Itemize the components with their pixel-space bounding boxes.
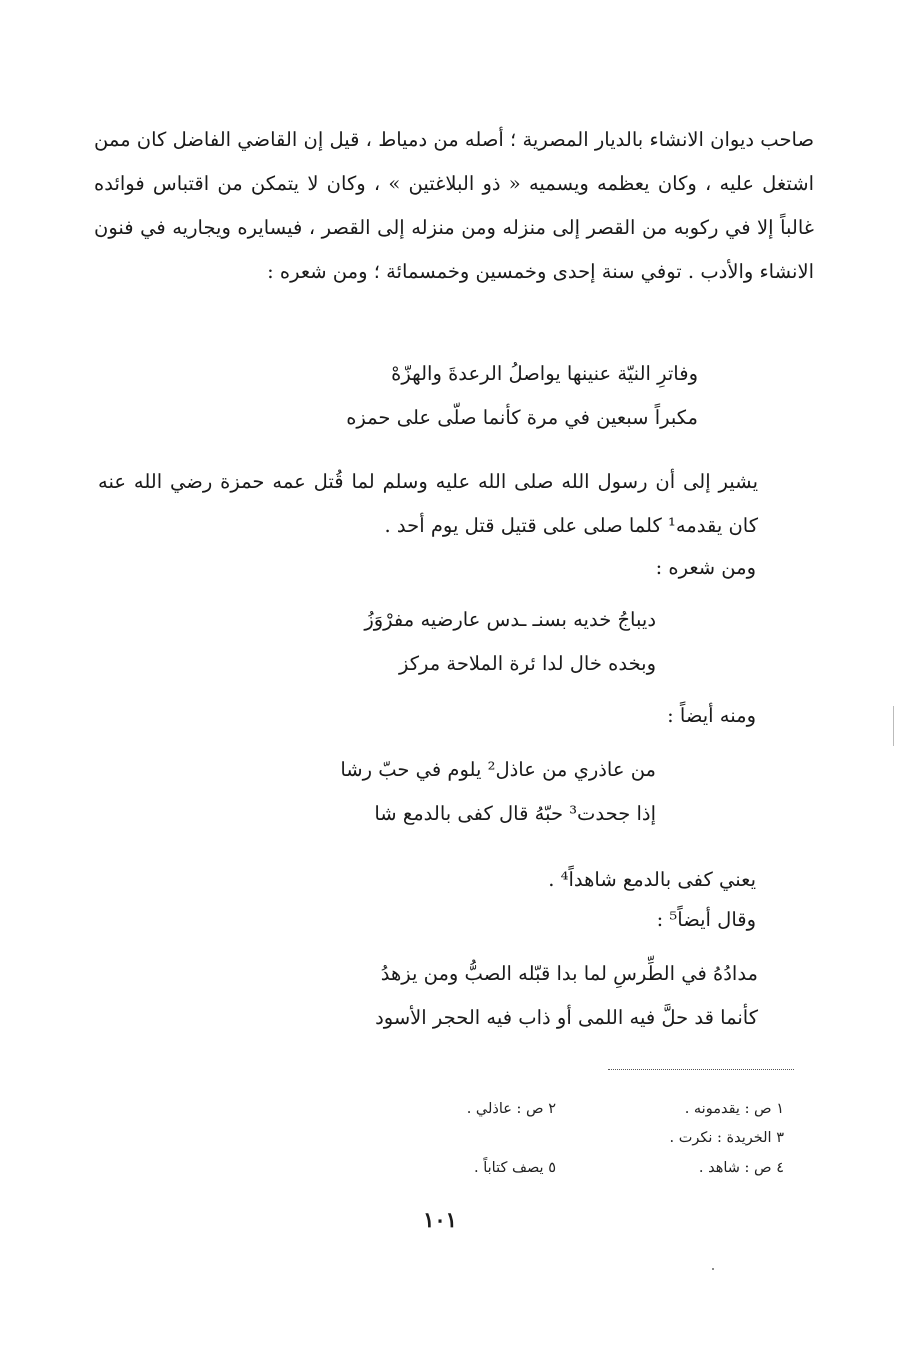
label-wa-qal-aydan: وقال أيضاً⁵ : bbox=[656, 908, 756, 931]
poem-3-line-2: إذا جحدت³ حبّهُ قال كفى بالدمع شا bbox=[374, 802, 656, 825]
footnote-3: ٣ الخريدة : نكرت . bbox=[669, 1130, 784, 1146]
label-minhu-aydan: ومنه أيضاً : bbox=[667, 704, 756, 727]
poem-2-line-1: ديباجُ خديه بسنـ ـدس عارضيه مفرْوَزُ bbox=[364, 608, 656, 631]
paragraph-commentary: يشير إلى أن رسول الله صلى الله عليه وسلم لما قُتل عمه حمزة رضي الله عنه كان يقدمه¹ كلما صلى على قتيل قتل يوم أحد . bbox=[98, 470, 758, 537]
poem-3 bbox=[340, 748, 656, 836]
poem-1-line-1: وفاترِ النيّة عنينها يواصلُ الرعدةَ والهزّهْ bbox=[391, 362, 698, 385]
scan-speck bbox=[712, 1268, 714, 1270]
commentary-paragraph bbox=[98, 460, 758, 548]
label-yani: يعني كفى بالدمع شاهداً⁴ . bbox=[548, 868, 756, 891]
footnote-1: ١ ص : يقدمونه . bbox=[684, 1101, 784, 1117]
poem-4-line-2: كأنما قد حلَّ فيه اللمى أو ذاب فيه الحجر الأسود bbox=[375, 1006, 758, 1029]
poem-1-line-2: مكبراً سبعين في مرة كأنما صلّى على حمزه bbox=[346, 406, 698, 429]
intro-paragraph bbox=[94, 118, 814, 294]
footnote-4: ٤ ص : شاهد . bbox=[698, 1160, 784, 1176]
poem-4-line-1: مدادُهُ في الطِّرسِ لما بدا قبّله الصبُّ ومن يزهدُ bbox=[380, 962, 758, 985]
paragraph-biography: صاحب ديوان الانشاء بالديار المصرية ؛ أصله من دمياط ، قيل إن القاضي الفاضل كان ممن اشتغل عليه ، وكان يعظمه ويسميه « ذو البلاغتين » ، وكان لا يتمكن من اقتباس فوائده غالباً إلا في ركوبه من القصر إلى منزله ومن منزله إلى القصر ، فيسايره ويجاريه في فنون الانشاء والأدب . توفي سنة إحدى وخمسين وخمسمائة ؛ ومن شعره : bbox=[94, 128, 814, 283]
footnote-separator bbox=[608, 1069, 794, 1070]
poem-1 bbox=[346, 352, 698, 440]
poem-2-line-2: وبخده خال لدا ئرة الملاحة مركز bbox=[398, 652, 656, 675]
poem-2 bbox=[364, 598, 656, 686]
scan-edge-mark bbox=[893, 706, 894, 746]
poem-4 bbox=[375, 952, 758, 1040]
poem-3-line-1: من عاذري من عاذل² يلوم في حبّ رشا bbox=[340, 758, 656, 781]
label-min-shiirih: ومن شعره : bbox=[655, 556, 756, 579]
page-number: ١٠١ bbox=[423, 1207, 457, 1232]
footnote-5: ٥ يصف كتاباً . bbox=[473, 1160, 556, 1176]
footnote-2: ٢ ص : عاذلي . bbox=[466, 1101, 556, 1117]
